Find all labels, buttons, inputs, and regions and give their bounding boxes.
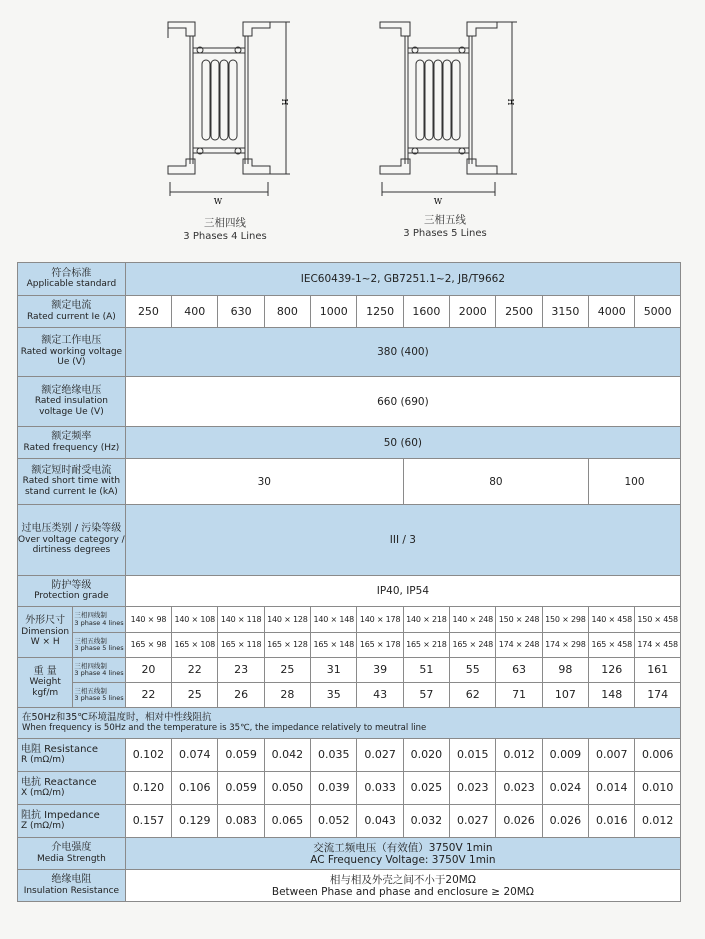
busway-diagram-5-lines bbox=[372, 14, 522, 209]
specification-table bbox=[17, 262, 681, 902]
value-short-time-1: 30 bbox=[125, 459, 403, 505]
row-short-time bbox=[18, 459, 681, 505]
sub-label-weight-5: 三相五线制 3 phase 5 lines bbox=[73, 683, 125, 708]
row-insulation-voltage bbox=[18, 377, 681, 427]
caption-zh: 三相四线 bbox=[204, 217, 246, 229]
reactance-cell: 0.059 bbox=[218, 772, 264, 805]
rated-current-cell: 800 bbox=[264, 296, 310, 328]
reactance-cell: 0.050 bbox=[264, 772, 310, 805]
dimension-cell: 140 × 98 bbox=[125, 607, 171, 633]
rated-current-cell: 5000 bbox=[635, 296, 681, 328]
rated-current-cell: 630 bbox=[218, 296, 264, 328]
impedance-cell: 0.043 bbox=[357, 805, 403, 838]
impedance-cell: 0.052 bbox=[311, 805, 357, 838]
label-insulation-resistance: 绝缘电阻 Insulation Resistance bbox=[18, 870, 126, 902]
dimension-cell: 165 × 108 bbox=[172, 633, 218, 658]
row-current bbox=[18, 296, 681, 328]
impedance-cell: 0.027 bbox=[450, 805, 496, 838]
height-label: H bbox=[506, 98, 515, 106]
label-working-voltage: 额定工作电压 Rated working voltage Ue (V) bbox=[18, 328, 126, 377]
dimension-cell: 150 × 298 bbox=[542, 607, 588, 633]
resistance-cell: 0.006 bbox=[635, 739, 681, 772]
impedance-note: 在50Hz和35℃环境温度时，相对中性线阻抗 When frequency is 50Hz and the temperature is 35℃, the impedance relatively to meutral line bbox=[18, 708, 681, 739]
dimension-cell: 140 × 148 bbox=[311, 607, 357, 633]
weight-cell: 22 bbox=[125, 683, 171, 708]
row-dimension-5 bbox=[18, 633, 681, 658]
resistance-cell: 0.020 bbox=[403, 739, 449, 772]
rated-current-cell: 2000 bbox=[450, 296, 496, 328]
resistance-cell: 0.059 bbox=[218, 739, 264, 772]
label-insulation-voltage: 额定绝缘电压 Rated insulation voltage Ue (V) bbox=[18, 377, 126, 427]
width-label: W bbox=[213, 197, 223, 206]
label-current: 额定电流 Rated current Ie (A) bbox=[18, 296, 126, 328]
dimension-cell: 140 × 128 bbox=[264, 607, 310, 633]
sub-label-dimension-4: 三相四线制 3 phase 4 lines bbox=[73, 607, 125, 633]
dimension-cell: 140 × 248 bbox=[450, 607, 496, 633]
dimension-cell: 140 × 178 bbox=[357, 607, 403, 633]
weight-cell: 126 bbox=[589, 658, 635, 683]
value-media-strength: 交流工频电压（有效值）3750V 1min AC Frequency Voltage: 3750V 1min bbox=[125, 838, 680, 870]
dimension-cell: 165 × 248 bbox=[450, 633, 496, 658]
row-frequency bbox=[18, 427, 681, 459]
impedance-cell: 0.026 bbox=[542, 805, 588, 838]
rated-current-cell: 4000 bbox=[589, 296, 635, 328]
dimension-cell: 140 × 218 bbox=[403, 607, 449, 633]
reactance-cell: 0.120 bbox=[125, 772, 171, 805]
rated-current-cell: 3150 bbox=[542, 296, 588, 328]
row-weight-5 bbox=[18, 683, 681, 708]
label-resistance: 电阻 Resistance R (mΩ/m) bbox=[18, 739, 126, 772]
row-resistance bbox=[18, 739, 681, 772]
label-dimension: 外形尺寸 Dimension W × H bbox=[18, 607, 73, 658]
label-standard: 符合标准 Applicable standard bbox=[18, 263, 126, 296]
label-overvoltage: 过电压类别 / 污染等级 Over voltage category / dirtiness degrees bbox=[18, 505, 126, 576]
weight-cell: 22 bbox=[172, 658, 218, 683]
dimension-cell: 174 × 298 bbox=[542, 633, 588, 658]
dimension-cell: 174 × 458 bbox=[635, 633, 681, 658]
weight-cell: 63 bbox=[496, 658, 542, 683]
row-protection bbox=[18, 576, 681, 607]
row-overvoltage bbox=[18, 505, 681, 576]
label-weight: 重 量 Weight kgf/m bbox=[18, 658, 73, 708]
reactance-cell: 0.023 bbox=[496, 772, 542, 805]
caption-en: 3 Phases 4 Lines bbox=[183, 231, 267, 242]
weight-cell: 98 bbox=[542, 658, 588, 683]
diagram-caption-4-lines bbox=[160, 217, 290, 243]
caption-en: 3 Phases 5 Lines bbox=[403, 228, 487, 239]
reactance-cell: 0.025 bbox=[403, 772, 449, 805]
resistance-cell: 0.102 bbox=[125, 739, 171, 772]
rated-current-cell: 1000 bbox=[311, 296, 357, 328]
weight-cell: 20 bbox=[125, 658, 171, 683]
label-impedance: 阻抗 Impedance Z (mΩ/m) bbox=[18, 805, 126, 838]
reactance-cell: 0.014 bbox=[589, 772, 635, 805]
weight-cell: 26 bbox=[218, 683, 264, 708]
impedance-cell: 0.157 bbox=[125, 805, 171, 838]
rated-current-cell: 1600 bbox=[403, 296, 449, 328]
dimension-cell: 165 × 98 bbox=[125, 633, 171, 658]
row-reactance bbox=[18, 772, 681, 805]
row-dimension-4 bbox=[18, 607, 681, 633]
weight-cell: 43 bbox=[357, 683, 403, 708]
label-protection: 防护等级 Protection grade bbox=[18, 576, 126, 607]
row-weight-4 bbox=[18, 658, 681, 683]
value-frequency: 50 (60) bbox=[125, 427, 680, 459]
width-label: W bbox=[433, 197, 443, 206]
rated-current-cell: 250 bbox=[125, 296, 171, 328]
resistance-cell: 0.074 bbox=[172, 739, 218, 772]
resistance-cell: 0.012 bbox=[496, 739, 542, 772]
weight-cell: 148 bbox=[589, 683, 635, 708]
resistance-cell: 0.015 bbox=[450, 739, 496, 772]
label-reactance: 电抗 Reactance X (mΩ/m) bbox=[18, 772, 126, 805]
sub-label-dimension-5: 三相五线制 3 phase 5 lines bbox=[73, 633, 125, 658]
resistance-cell: 0.007 bbox=[589, 739, 635, 772]
weight-cell: 51 bbox=[403, 658, 449, 683]
reactance-cell: 0.010 bbox=[635, 772, 681, 805]
weight-cell: 71 bbox=[496, 683, 542, 708]
value-overvoltage: III / 3 bbox=[125, 505, 680, 576]
label-media-strength: 介电强度 Media Strength bbox=[18, 838, 126, 870]
value-working-voltage: 380 (400) bbox=[125, 328, 680, 377]
weight-cell: 25 bbox=[264, 658, 310, 683]
resistance-cell: 0.042 bbox=[264, 739, 310, 772]
row-media-strength bbox=[18, 838, 681, 870]
weight-cell: 174 bbox=[635, 683, 681, 708]
row-note bbox=[18, 708, 681, 739]
reactance-cell: 0.023 bbox=[450, 772, 496, 805]
weight-cell: 31 bbox=[311, 658, 357, 683]
rated-current-cell: 2500 bbox=[496, 296, 542, 328]
dimension-cell: 165 × 128 bbox=[264, 633, 310, 658]
dimension-cell: 140 × 118 bbox=[218, 607, 264, 633]
label-short-time: 额定短时耐受电流 Rated short time with stand current Ie (kA) bbox=[18, 459, 126, 505]
resistance-cell: 0.009 bbox=[542, 739, 588, 772]
dimension-cell: 165 × 178 bbox=[357, 633, 403, 658]
impedance-cell: 0.129 bbox=[172, 805, 218, 838]
weight-cell: 57 bbox=[403, 683, 449, 708]
impedance-cell: 0.032 bbox=[403, 805, 449, 838]
reactance-cell: 0.106 bbox=[172, 772, 218, 805]
value-standard: IEC60439-1~2, GB7251.1~2, JB/T9662 bbox=[125, 263, 680, 296]
caption-zh: 三相五线 bbox=[424, 214, 466, 226]
weight-cell: 35 bbox=[311, 683, 357, 708]
weight-cell: 55 bbox=[450, 658, 496, 683]
reactance-cell: 0.039 bbox=[311, 772, 357, 805]
dimension-cell: 174 × 248 bbox=[496, 633, 542, 658]
value-protection: IP40, IP54 bbox=[125, 576, 680, 607]
reactance-cell: 0.024 bbox=[542, 772, 588, 805]
rated-current-cell: 1250 bbox=[357, 296, 403, 328]
weight-cell: 62 bbox=[450, 683, 496, 708]
value-insulation-resistance: 相与相及外壳之间不小于20MΩ Between Phase and phase and enclosure ≥ 20MΩ bbox=[125, 870, 680, 902]
reactance-cell: 0.033 bbox=[357, 772, 403, 805]
impedance-cell: 0.065 bbox=[264, 805, 310, 838]
impedance-cell: 0.012 bbox=[635, 805, 681, 838]
dimension-cell: 165 × 218 bbox=[403, 633, 449, 658]
row-standard bbox=[18, 263, 681, 296]
dimension-cell: 140 × 108 bbox=[172, 607, 218, 633]
weight-cell: 107 bbox=[542, 683, 588, 708]
weight-cell: 28 bbox=[264, 683, 310, 708]
weight-cell: 25 bbox=[172, 683, 218, 708]
value-insulation-voltage: 660 (690) bbox=[125, 377, 680, 427]
diagram-caption-5-lines bbox=[375, 214, 515, 240]
resistance-cell: 0.027 bbox=[357, 739, 403, 772]
dimension-cell: 140 × 458 bbox=[589, 607, 635, 633]
dimension-cell: 150 × 458 bbox=[635, 607, 681, 633]
height-label: H bbox=[280, 98, 289, 106]
impedance-cell: 0.016 bbox=[589, 805, 635, 838]
dimension-cell: 150 × 248 bbox=[496, 607, 542, 633]
row-working-voltage bbox=[18, 328, 681, 377]
busway-diagram-4-lines bbox=[160, 14, 300, 209]
rated-current-cell: 400 bbox=[172, 296, 218, 328]
weight-cell: 39 bbox=[357, 658, 403, 683]
impedance-cell: 0.026 bbox=[496, 805, 542, 838]
row-insulation-resistance bbox=[18, 870, 681, 902]
resistance-cell: 0.035 bbox=[311, 739, 357, 772]
dimension-cell: 165 × 148 bbox=[311, 633, 357, 658]
sub-label-weight-4: 三相四线制 3 phase 4 lines bbox=[73, 658, 125, 683]
row-impedance bbox=[18, 805, 681, 838]
weight-cell: 161 bbox=[635, 658, 681, 683]
impedance-cell: 0.083 bbox=[218, 805, 264, 838]
value-short-time-3: 100 bbox=[589, 459, 681, 505]
weight-cell: 23 bbox=[218, 658, 264, 683]
dimension-cell: 165 × 118 bbox=[218, 633, 264, 658]
label-frequency: 额定频率 Rated frequency (Hz) bbox=[18, 427, 126, 459]
dimension-cell: 165 × 458 bbox=[589, 633, 635, 658]
value-short-time-2: 80 bbox=[403, 459, 588, 505]
